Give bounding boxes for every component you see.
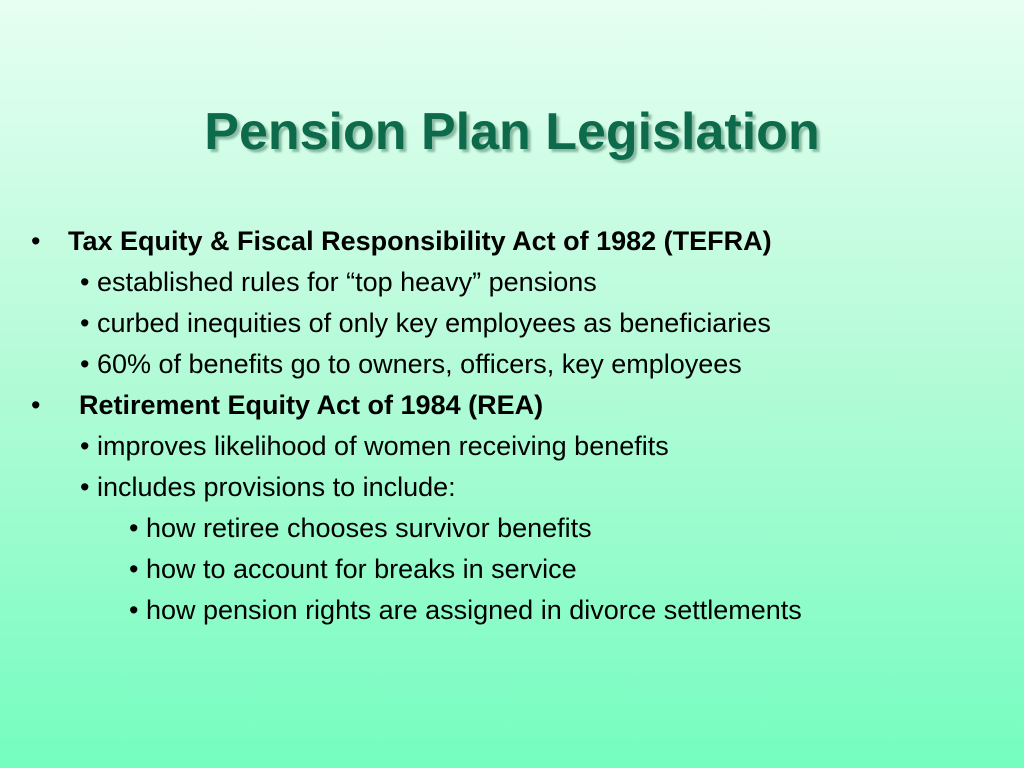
section-heading-text: Tax Equity & Fiscal Responsibility Act of 1982 (TEFRA) — [68, 226, 772, 256]
bullet: • — [31, 226, 41, 256]
bullet: • — [31, 390, 41, 420]
sub-list-item-text: • how pension rights are assigned in divorce settlements — [129, 595, 802, 625]
sub-list-item-text: • how to account for breaks in service — [129, 554, 577, 584]
slide-title: Pension Plan Legislation — [204, 103, 820, 161]
sub-list-item-text: • how retiree chooses survivor benefits — [129, 513, 592, 543]
list-item-text: • 60% of benefits go to owners, officers, key employees — [80, 349, 742, 379]
section-heading-text: Retirement Equity Act of 1984 (REA) — [79, 390, 544, 420]
list-item-text: • includes provisions to include: — [80, 472, 456, 502]
list-item-text: • curbed inequities of only key employees as beneficiaries — [80, 308, 771, 338]
list-item-text: • improves likelihood of women receiving benefits — [80, 431, 669, 461]
list-item-text: • established rules for “top heavy” pensions — [80, 267, 597, 297]
